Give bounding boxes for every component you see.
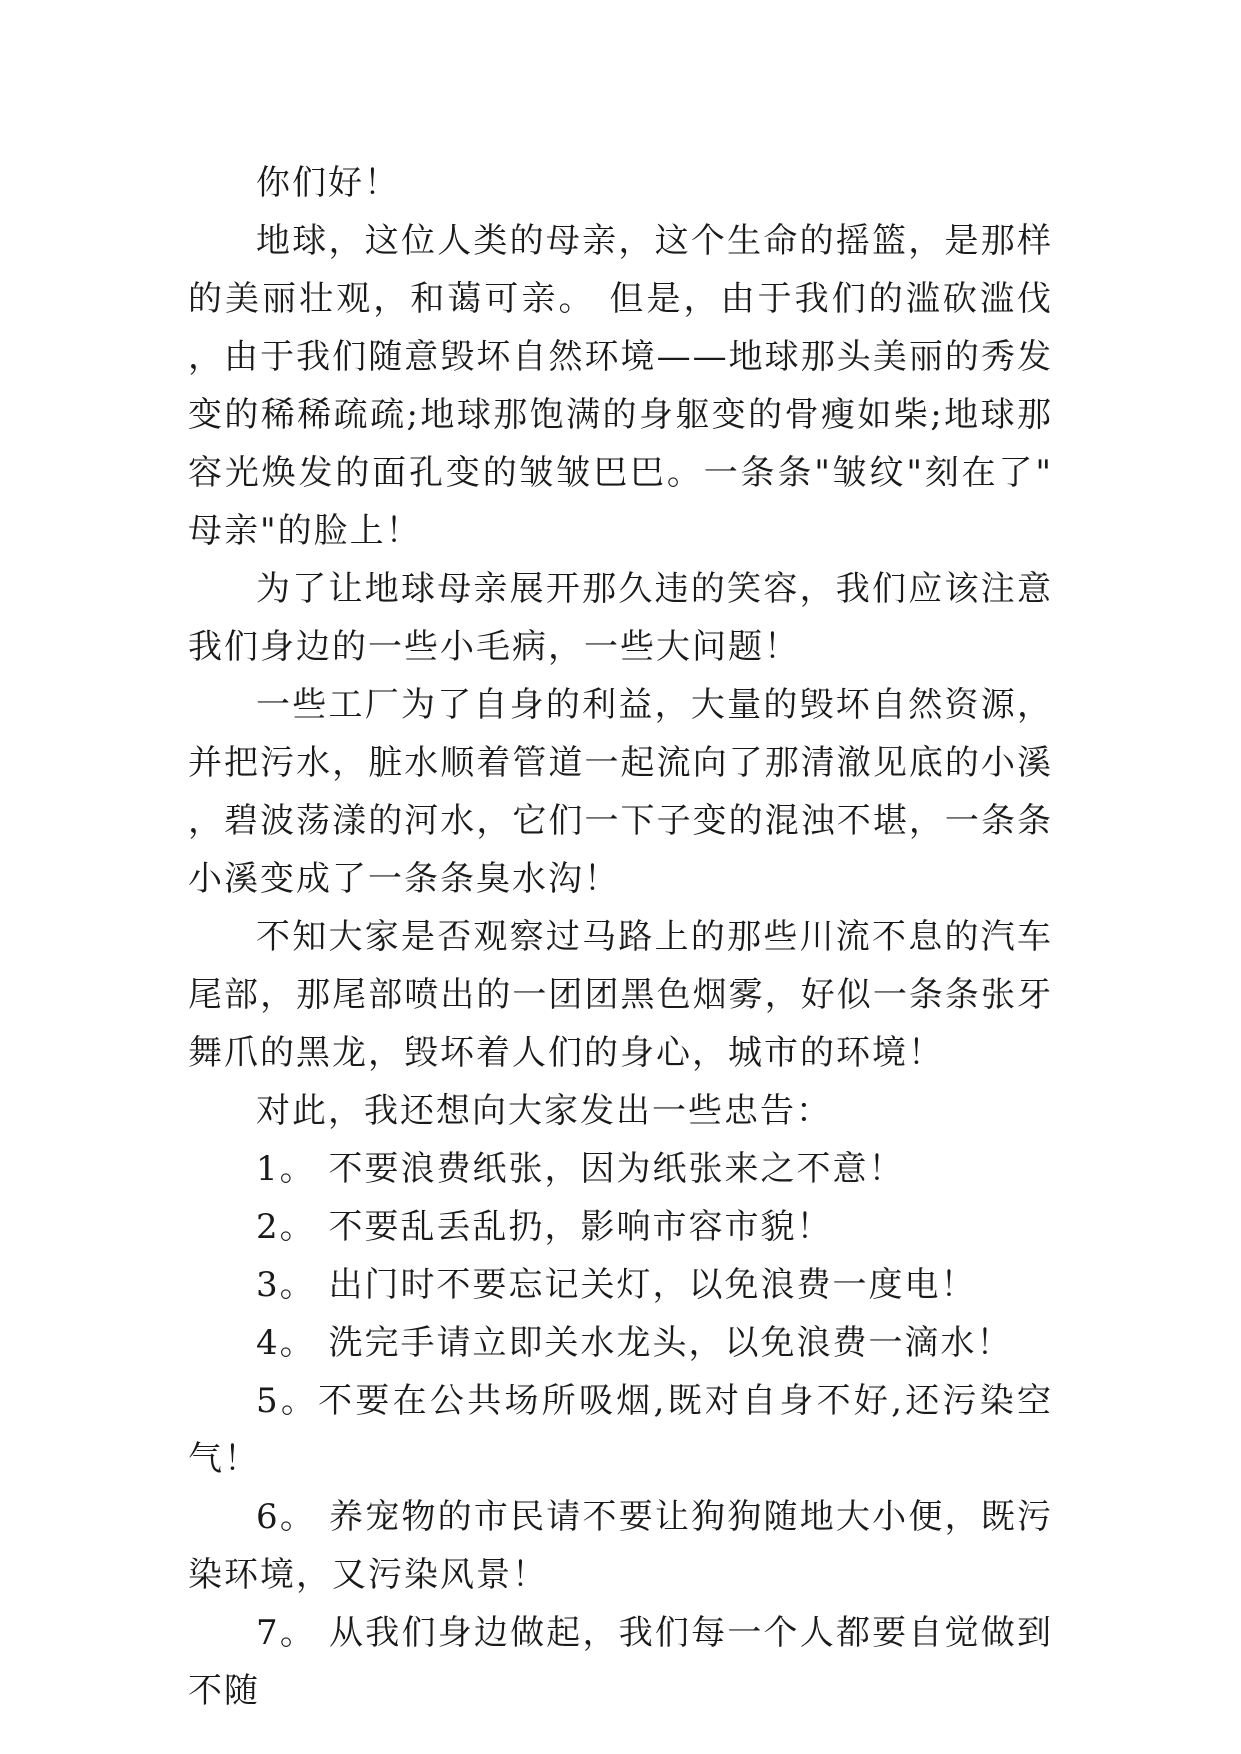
paragraph-factory-pollution: 一些工厂为了自身的利益，大量的毁坏自然资源，并把污水，脏水顺着管道一起流向了那清澈见底的小溪，碧波荡漾的河水，它们一下子变的混浊不堪，一条条小溪变成了一条条臭水沟！ [188,685,1053,899]
paragraph-call-to-action: 为了让地球母亲展开那久违的笑容，我们应该注意我们身边的一些小毛病，一些大问题！ [188,569,1053,667]
advice-item-1: 1。 不要浪费纸张，因为纸张来之不意！ [256,1149,905,1189]
paragraph-greeting: 你们好！ [256,163,400,203]
advice-item-2: 2。 不要乱丢乱扔，影响市容市貌！ [256,1207,833,1247]
advice-item-5: 5。不要在公共场所吸烟,既对自身不好,还污染空气！ [188,1381,1053,1479]
paragraph-car-exhaust: 不知大家是否观察过马路上的那些川流不息的汽车尾部，那尾部喷出的一团团黑色烟雾，好似一条条张牙舞爪的黑龙，毁坏着人们的身心，城市的环境！ [188,917,1053,1073]
paragraph-earth-description: 地球，这位人类的母亲，这个生命的摇篮，是那样的美丽壮观，和蔼可亲。 但是，由于我们的滥砍滥伐，由于我们随意毁坏自然环境——地球那头美丽的秀发变的稀稀疏疏;地球那饱满的身躯变的骨瘦如柴;地球那容光焕发的面孔变的皱皱巴巴。一条条"皱纹"刻在了"母亲"的脸上！ [188,221,1053,551]
advice-item-6: 6。 养宠物的市民请不要让狗狗随地大小便，既污染环境，又污染风景！ [188,1497,1053,1595]
advice-item-3: 3。 出门时不要忘记关灯，以免浪费一度电！ [256,1265,977,1305]
advice-item-7: 7。 从我们身边做起，我们每一个人都要自觉做到不随 [188,1613,1053,1711]
advice-item-4: 4。 洗完手请立即关水龙头，以免浪费一滴水！ [256,1323,1013,1363]
document-body [188,154,1053,1720]
paragraph-advice-intro: 对此，我还想向大家发出一些忠告： [256,1091,832,1131]
